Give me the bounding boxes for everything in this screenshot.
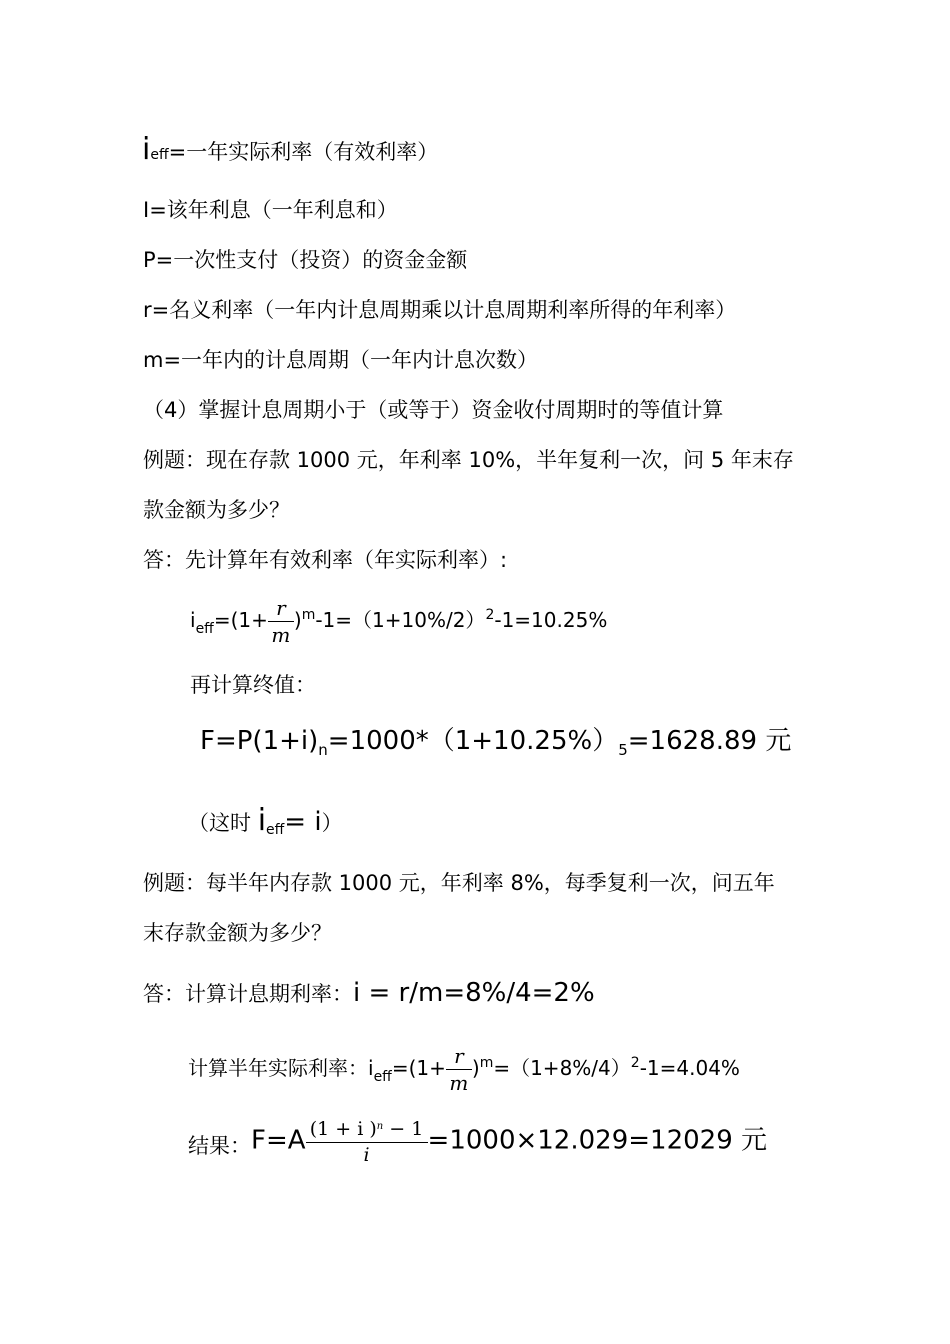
f2-b: =1000*（1+10.25%） <box>327 726 619 756</box>
f1-c: -1=（1+10%/2） <box>315 608 486 632</box>
f1-i: i <box>190 608 196 632</box>
note-b: = i <box>284 807 322 837</box>
f3-a: 计算半年实际利率：i <box>188 1056 374 1080</box>
definition-P: P=一次性支付（投资）的资金金额 <box>143 248 468 272</box>
f2-c: =1628.89 元 <box>627 726 792 756</box>
definition-m: m=一年内的计息周期（一年内计息次数） <box>143 348 539 372</box>
note-c: ） <box>321 811 343 835</box>
f3-e: -1=4.04% <box>639 1056 740 1080</box>
section-heading-4: （4）掌握计息周期小于（或等于）资金收付周期时的等值计算 <box>143 398 724 422</box>
f3-sup2: 2 <box>630 1055 640 1071</box>
note-i: i <box>257 803 267 838</box>
f4-c: =1000×12.029=12029 元 <box>427 1125 768 1156</box>
f4-denominator: i <box>363 1144 370 1166</box>
note-sub: eff <box>266 822 285 838</box>
ieff-symbol: i <box>142 132 151 167</box>
f3-sub: eff <box>373 1069 392 1085</box>
f4-label: 结果： <box>188 1133 251 1158</box>
f4-fraction <box>306 1120 428 1165</box>
f3-d: =（1+8%/4） <box>493 1056 631 1080</box>
formula-effective-rate <box>190 598 607 645</box>
f1-b: ) <box>293 608 302 632</box>
f3-sup1: m <box>479 1055 494 1071</box>
example-1-answer-intro: 答：先计算年有效利率（年实际利率）: <box>143 548 508 572</box>
f3-fraction-bar <box>446 1069 472 1070</box>
formula-annuity-result <box>188 1120 767 1165</box>
ieff-definition: =一年实际利率（有效利率） <box>168 140 439 164</box>
example-1-question-cont: 款金额为多少？ <box>143 498 290 522</box>
ieff-subscript: eff <box>150 147 169 163</box>
formula-half-year-rate <box>188 1046 740 1093</box>
f4-numerator <box>306 1120 428 1139</box>
f1-denominator: m <box>271 623 291 647</box>
formula-future-value <box>200 726 792 759</box>
f1-fraction <box>268 598 294 645</box>
f1-sup2: 2 <box>485 607 495 623</box>
example-2-question: 例题：每半年内存款 1000 元，年利率 8%，每季复利一次，问五年 <box>143 871 775 895</box>
note-a: （这时 <box>188 811 258 835</box>
definition-r: r=名义利率（一年内计息周期乘以计息周期利率所得的年利率） <box>143 298 737 322</box>
f3-fraction <box>446 1046 472 1093</box>
f4-fraction-bar <box>306 1142 428 1143</box>
f2-sub2: 5 <box>618 741 628 759</box>
f1-sup1: m <box>301 607 316 623</box>
f4-num-b: − 1 <box>383 1118 424 1140</box>
calc-future-value-label: 再计算终值： <box>190 673 316 697</box>
f1-sub: eff <box>195 621 214 637</box>
example-2-answer-rate <box>143 980 595 1006</box>
note-ieff-equals-i <box>188 803 343 838</box>
f3-numerator: r <box>454 1044 464 1068</box>
f4-num-sup: n <box>376 1121 384 1132</box>
f4-num-a: (1 + i ) <box>309 1118 377 1140</box>
definition-I: I=该年利息（一年利息和） <box>143 198 398 222</box>
f3-c: ) <box>471 1056 480 1080</box>
f4-b: F=A <box>251 1125 306 1156</box>
f3-denominator: m <box>449 1071 469 1095</box>
answer-label: 答：计算计息期利率： <box>143 982 353 1006</box>
f2-sub1: n <box>318 741 328 759</box>
f3-b: =(1+ <box>391 1056 446 1080</box>
period-rate-formula: i = r/m=8%/4=2% <box>353 978 595 1008</box>
f1-fraction-bar <box>268 621 294 622</box>
definition-ieff <box>142 132 439 167</box>
f1-a: =(1+ <box>213 608 268 632</box>
example-1-question: 例题：现在存款 1000 元，年利率 10%，半年复利一次，问 5 年末存 <box>143 448 794 472</box>
example-2-question-cont: 末存款金额为多少？ <box>143 921 332 945</box>
f1-numerator: r <box>276 596 286 620</box>
f1-d: -1=10.25% <box>494 608 608 632</box>
f2-a: F=P(1+i) <box>200 726 319 756</box>
